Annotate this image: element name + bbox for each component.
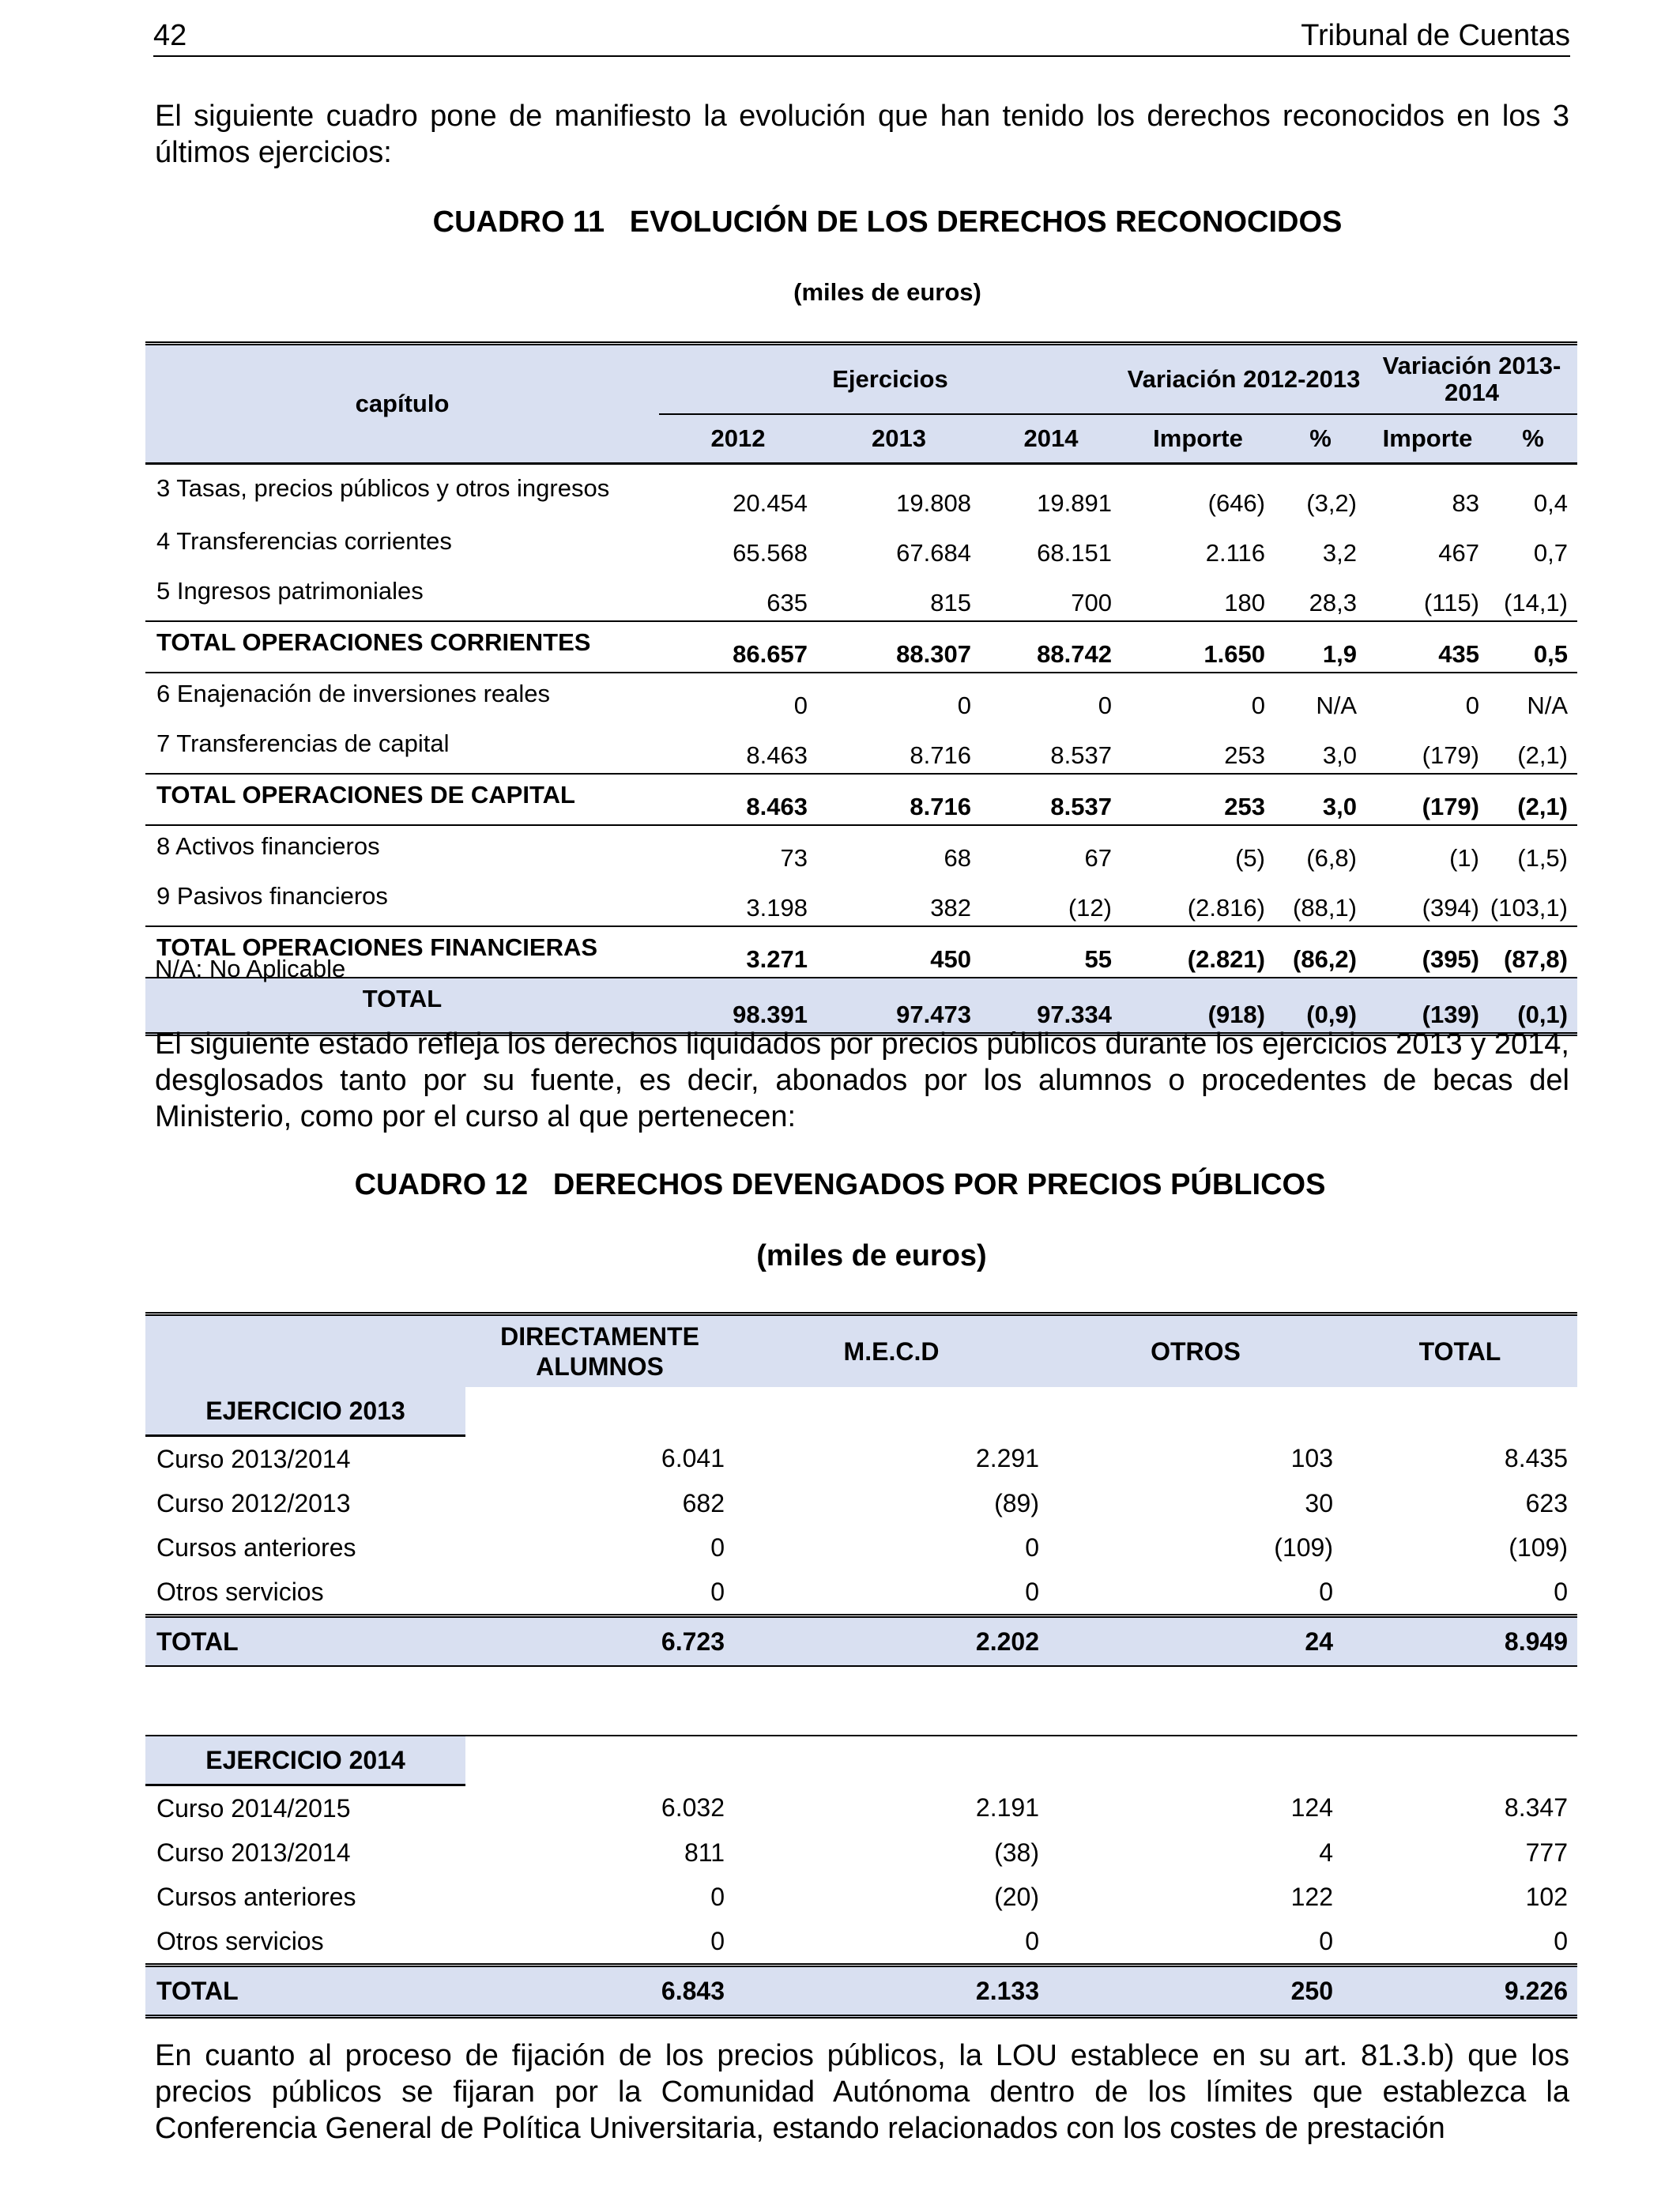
cell: 8.949	[1343, 1616, 1577, 1667]
table-row	[145, 1570, 1577, 1616]
table-row	[145, 1436, 1577, 1482]
running-title: Tribunal de Cuentas	[1301, 19, 1570, 52]
cell: 250	[1049, 1966, 1343, 2017]
subtotal-row	[145, 621, 1577, 673]
col-importe-1: Importe	[1121, 414, 1275, 464]
header-ejercicios: Ejercicios	[659, 344, 1121, 415]
paragraph-intro-cuadro12: El siguiente estado refleja los derechos liquidados por precios públicos durante los ejercicios 2013 y 2014, desglosados tanto por su fuente, es decir, abonados por los alumnos o procedentes de becas del Ministerio, como por el curso al que pertenecen:	[155, 1027, 1569, 1133]
row-label: TOTAL	[145, 978, 659, 1035]
cell: 8.537	[1050, 741, 1112, 769]
header-variacion-2013-2014: Variación 2013-2014	[1366, 344, 1577, 415]
cell: 4	[1319, 1838, 1333, 1867]
row-label: 3 Tasas, precios públicos y otros ingresos	[156, 474, 610, 502]
cell: 382	[930, 894, 971, 922]
cell: N/A	[1527, 692, 1568, 719]
page-header	[153, 16, 1570, 57]
cell: 3,2	[1322, 539, 1357, 567]
row-label: TOTAL OPERACIONES CORRIENTES	[145, 621, 659, 673]
cell: 1.650	[1121, 621, 1275, 673]
cell: (2.816)	[1187, 894, 1265, 922]
section-header-row	[145, 1387, 1577, 1436]
cell: 103	[1290, 1443, 1333, 1472]
table-row	[145, 825, 1577, 876]
cell: 97.334	[981, 978, 1121, 1035]
cell: 73	[780, 844, 808, 872]
cell: (139)	[1366, 978, 1489, 1035]
cell: 19.891	[1037, 489, 1112, 517]
cell: (89)	[994, 1488, 1039, 1517]
row-label: 9 Pasivos financieros	[156, 882, 388, 910]
col-2013: 2013	[817, 414, 981, 464]
row-label: Otros servicios	[156, 1577, 324, 1606]
cell: 3.271	[659, 926, 817, 978]
table-row	[145, 876, 1577, 926]
row-label: Cursos anteriores	[156, 1882, 356, 1911]
cell: 24	[1049, 1616, 1343, 1667]
row-label: TOTAL OPERACIONES FINANCIERAS	[145, 926, 659, 978]
cell: 777	[1525, 1838, 1568, 1867]
cell: (1,5)	[1517, 844, 1568, 872]
cell: (0,9)	[1275, 978, 1366, 1035]
section-header-row	[145, 1736, 1577, 1785]
row-label: Curso 2013/2014	[156, 1838, 351, 1867]
cell: 0	[710, 1882, 725, 1911]
subtotal-row	[145, 774, 1577, 825]
subtotal-row	[145, 926, 1577, 978]
row-label: 8 Activos financieros	[156, 832, 380, 860]
cell: 450	[817, 926, 981, 978]
cell: 180	[1224, 589, 1265, 616]
cell: (14,1)	[1504, 589, 1568, 616]
cell: 0	[1554, 1926, 1568, 1955]
table-note: N/A: No Aplicable	[155, 955, 346, 982]
cell: (0,1)	[1489, 978, 1577, 1035]
row-label: 4 Transferencias corrientes	[156, 527, 452, 555]
cell: N/A	[1316, 692, 1357, 719]
table-row	[145, 673, 1577, 723]
cell: (395)	[1366, 926, 1489, 978]
cell: 3.198	[746, 894, 808, 922]
total-row-2013	[145, 1616, 1577, 1667]
cell: (5)	[1235, 844, 1265, 872]
cuadro12-table	[145, 1312, 1577, 2019]
cell: (918)	[1121, 978, 1275, 1035]
cell: (87,8)	[1489, 926, 1577, 978]
cell: (109)	[1509, 1532, 1568, 1562]
ejercicio-2013-label: EJERCICIO 2013	[145, 1387, 465, 1436]
cell: 0	[957, 692, 971, 719]
cell: (3,2)	[1306, 489, 1357, 517]
cell: (179)	[1366, 774, 1489, 825]
cell: 8.463	[659, 774, 817, 825]
table-row	[145, 1785, 1577, 1831]
cell: 253	[1224, 741, 1265, 769]
cell: 6.032	[661, 1793, 725, 1822]
cell: 0	[710, 1926, 725, 1955]
cuadro11-title: CUADRO 11 EVOLUCIÓN DE LOS DERECHOS RECONOCIDOS	[432, 205, 1343, 239]
cell: 8.537	[981, 774, 1121, 825]
col-pct-2: %	[1489, 414, 1577, 464]
table-row	[145, 1875, 1577, 1919]
cell: (12)	[1068, 894, 1112, 922]
cell: 55	[981, 926, 1121, 978]
cell: 2.202	[734, 1616, 1049, 1667]
cell: 8.435	[1504, 1443, 1568, 1472]
page-number: 42	[153, 19, 187, 52]
cell: 28,3	[1309, 589, 1357, 616]
cell: 0	[710, 1577, 725, 1606]
cell: (20)	[994, 1882, 1039, 1911]
cell: 0	[1098, 692, 1112, 719]
cell: 6.843	[465, 1966, 734, 2017]
cell: 2.133	[734, 1966, 1049, 2017]
cell: (2,1)	[1489, 774, 1577, 825]
cell: 97.473	[817, 978, 981, 1035]
cell: 3,0	[1275, 774, 1366, 825]
table-row	[145, 521, 1577, 571]
cell: 8.347	[1504, 1793, 1568, 1822]
cell: 9.226	[1343, 1966, 1577, 2017]
cell: (38)	[994, 1838, 1039, 1867]
cuadro12-units: (miles de euros)	[756, 1239, 987, 1272]
cell: 88.742	[981, 621, 1121, 673]
cell: 8.716	[910, 741, 971, 769]
cell: 86.657	[659, 621, 817, 673]
table-row	[145, 1919, 1577, 1966]
cell: 6.723	[465, 1616, 734, 1667]
cell: 0,5	[1489, 621, 1577, 673]
cell: 102	[1525, 1882, 1568, 1911]
col-mecd: M.E.C.D	[734, 1314, 1049, 1388]
col-otros: OTROS	[1049, 1314, 1343, 1388]
cell: 122	[1290, 1882, 1333, 1911]
cell: 2.191	[975, 1793, 1039, 1822]
cell: 467	[1438, 539, 1479, 567]
col-pct-1: %	[1275, 414, 1366, 464]
cell: (88,1)	[1293, 894, 1357, 922]
row-label: 6 Enajenación de inversiones reales	[156, 680, 551, 707]
row-label: 7 Transferencias de capital	[156, 729, 450, 757]
cell: 0	[793, 692, 808, 719]
cell: 65.568	[733, 539, 808, 567]
cell: 0	[1025, 1577, 1039, 1606]
table-row	[145, 1525, 1577, 1570]
cell: 0	[1025, 1532, 1039, 1562]
cell: 98.391	[659, 978, 817, 1035]
col-2012: 2012	[659, 414, 817, 464]
cell: 623	[1525, 1488, 1568, 1517]
cell: 83	[1452, 489, 1479, 517]
cell: 67.684	[896, 539, 971, 567]
cell: 682	[682, 1488, 725, 1517]
cell: (2.821)	[1121, 926, 1275, 978]
cell: (115)	[1423, 589, 1479, 616]
cell: 0	[1465, 692, 1479, 719]
row-label: 5 Ingresos patrimoniales	[156, 577, 424, 605]
header-empty	[145, 1314, 465, 1388]
cell: 68	[944, 844, 971, 872]
cell: 8.716	[817, 774, 981, 825]
row-label: Curso 2013/2014	[156, 1444, 351, 1473]
cell: (179)	[1422, 741, 1479, 769]
col-total: TOTAL	[1343, 1314, 1577, 1388]
cell: 635	[767, 589, 808, 616]
cell: 30	[1305, 1488, 1333, 1517]
table-row	[145, 723, 1577, 774]
ejercicio-2014-label: EJERCICIO 2014	[145, 1736, 465, 1785]
paragraph-precios-publicos: En cuanto al proceso de fijación de los precios públicos, la LOU establece en su art. 81.3.b) que los precios públicos se fijaran por la Comunidad Autónoma dentro de los límites que establezca la Conferencia General de Política Universitaria, estando relacionados con los costes de prestación	[155, 2039, 1569, 2145]
cell: (646)	[1207, 489, 1265, 517]
cell: 1,9	[1275, 621, 1366, 673]
cell: 0,7	[1533, 539, 1568, 567]
cell: (86,2)	[1275, 926, 1366, 978]
row-label: Cursos anteriores	[156, 1532, 356, 1562]
row-label: Otros servicios	[156, 1926, 324, 1955]
row-label: TOTAL	[145, 1966, 465, 2017]
cell: 0	[710, 1532, 725, 1562]
cell: 19.808	[896, 489, 971, 517]
cell: 815	[930, 589, 971, 616]
cell: 6.041	[661, 1443, 725, 1472]
cell: 700	[1071, 589, 1112, 616]
spacer-row	[145, 1666, 1577, 1736]
table-row	[145, 1481, 1577, 1525]
row-label: Curso 2014/2015	[156, 1793, 351, 1823]
col-2014: 2014	[981, 414, 1121, 464]
header-variacion-2012-2013: Variación 2012-2013	[1121, 344, 1366, 415]
cell: 88.307	[817, 621, 981, 673]
cell: 8.463	[746, 741, 808, 769]
cell: (103,1)	[1490, 894, 1568, 922]
cell: 253	[1121, 774, 1275, 825]
table-row	[145, 464, 1577, 522]
row-label: TOTAL	[145, 1616, 465, 1667]
cell: 3,0	[1322, 741, 1357, 769]
cuadro12-title: CUADRO 12 DERECHOS DEVENGADOS POR PRECIOS PÚBLICOS	[354, 1168, 1326, 1201]
cell: 2.291	[975, 1443, 1039, 1472]
cell: 124	[1290, 1793, 1333, 1822]
cell: 0	[1025, 1926, 1039, 1955]
cuadro11-table	[145, 341, 1577, 1036]
table-row	[145, 571, 1577, 621]
cell: 0,4	[1533, 489, 1568, 517]
total-row-2014	[145, 1966, 1577, 2017]
cell: 0	[1319, 1926, 1333, 1955]
table-row	[145, 1830, 1577, 1875]
cell: 435	[1366, 621, 1489, 673]
cell: 2.116	[1205, 539, 1265, 567]
cell: 0	[1554, 1577, 1568, 1606]
cell: (6,8)	[1306, 844, 1357, 872]
cell: (394)	[1422, 894, 1479, 922]
cuadro11-units: (miles de euros)	[793, 278, 981, 306]
cell: 0	[1319, 1577, 1333, 1606]
cell: 68.151	[1037, 539, 1112, 567]
col-directamente-alumnos: DIRECTAMENTE ALUMNOS	[465, 1314, 734, 1388]
cell: 67	[1084, 844, 1112, 872]
cell: 0	[1251, 692, 1265, 719]
col-importe-2: Importe	[1366, 414, 1489, 464]
row-label: Curso 2012/2013	[156, 1488, 351, 1517]
cell: 20.454	[733, 489, 808, 517]
cell: (2,1)	[1517, 741, 1568, 769]
paragraph-intro-cuadro11: El siguiente cuadro pone de manifiesto la evolución que han tenido los derechos reconocidos en los 3 últimos ejercicios:	[155, 100, 1569, 169]
row-label: TOTAL OPERACIONES DE CAPITAL	[145, 774, 659, 825]
cell: 811	[684, 1838, 725, 1867]
header-capitulo: capítulo	[145, 344, 659, 464]
cell: (109)	[1274, 1532, 1333, 1562]
cell: (1)	[1449, 844, 1479, 872]
